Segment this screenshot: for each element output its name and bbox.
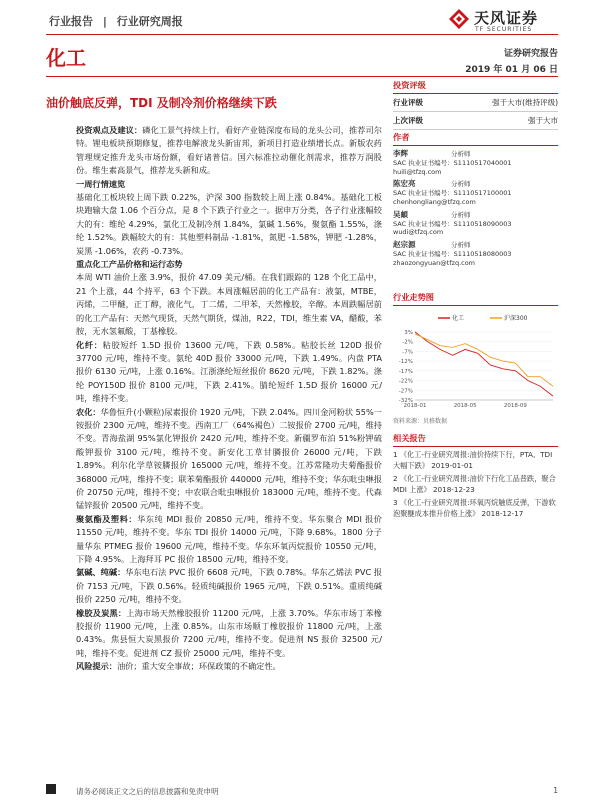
report-title: 油价触底反弹，TDI 及制冷剂价格继续下跌 [46, 96, 277, 110]
x-tick-label: 2018-09 [503, 403, 527, 409]
y-tick-label: -17% [398, 368, 413, 375]
author-role: 分析师 [451, 210, 471, 219]
author-entry [393, 241, 558, 267]
author-entry [393, 180, 558, 206]
section-label: 橡胶及炭黑： [76, 607, 127, 618]
author-panel [393, 132, 558, 268]
author-email[interactable]: wudi@tfzq.com [393, 228, 444, 237]
title-divider [46, 76, 558, 77]
legend-label: 沪深300 [504, 315, 528, 322]
paragraph [76, 124, 382, 178]
author-cert: SAC 执业证书编号：S1110517100001 [393, 189, 512, 198]
y-tick-label: 3% [404, 329, 413, 336]
report-body [76, 124, 382, 674]
y-tick-label: -22% [398, 378, 413, 385]
section-label: 聚氨酯及塑料： [76, 513, 138, 524]
rating-panel [393, 80, 558, 130]
trend-panel [393, 292, 558, 425]
logo-name-cn: 天风证券 [474, 9, 539, 27]
legend-label: 化工 [452, 315, 465, 322]
author-email[interactable]: chenhongliang@tfzq.com [393, 197, 476, 206]
author-entry [393, 211, 558, 237]
industry-category: 化工 [46, 46, 86, 70]
section-heading: 重点化工产品价格和运行态势 [76, 259, 183, 270]
paragraph: 本周 WTI 油价上涨 3.9%，报价 47.09 美元/桶。在我们跟踪的 128 个化工品中，21 个上涨，44 个持平，63 个下跌。本周涨幅居前的化工产品有：液氯，MTBE，丙烯，二甲醚，正丁醇，液化气，丁二烯，二甲苯，天然橡胶，辛醇。本周跌幅居前的化工产品有：天然气现货，天然气期货，煤油，R22，TDI，维生素 VA，醋酸，苯胺，无水氢氟酸，丁基橡胶。 [76, 272, 382, 337]
author-cert: SAC 执业证书编号：S1110518090003 [393, 219, 512, 228]
paragraph [76, 339, 382, 406]
trend-title: 行业走势图 [393, 292, 558, 306]
trend-chart [393, 310, 558, 414]
header-tag-weekly: 行业研究周报 [116, 15, 183, 28]
section-label: 农化： [76, 406, 101, 417]
related-report-link[interactable]: 2 《化工-行业研究周报:油价下行化工品普跌，聚合 MDI 上涨》 2018-12-23 [393, 474, 556, 494]
author-cert: SAC 执业证书编号：S1110517040001 [393, 158, 512, 167]
y-tick-label: -7% [402, 349, 413, 356]
x-tick-label: 2018-01 [403, 403, 427, 409]
previous-rating-row [393, 112, 558, 130]
related-panel [393, 433, 558, 519]
x-tick-label: 2018-05 [453, 403, 477, 409]
author-name: 陈宏亮 [393, 179, 416, 189]
paragraph-text: 上海市场天然橡胶报价 11200 元/吨，上涨 3.70%。华东市场丁苯橡胶报价 11900 元/吨，上涨 0.85%。山东市场顺丁橡胶报价 11800 元/吨，上涨 0.43%。焦县恒大炭黑报价 7200 元/吨，维持不变。促进剂 NS 报价 32500 元/吨，维持不变。促进剂 CZ 报价 25000 元/吨，维持不变。 [76, 607, 382, 658]
author-role: 分析师 [451, 150, 471, 158]
paragraph [76, 406, 382, 513]
related-list [393, 449, 558, 519]
related-report-link[interactable]: 1 《化工-行业研究周报:油价持续下行，PTA、TDI 大幅下跌》 2019-01-01 [393, 450, 553, 470]
report-header [46, 13, 186, 29]
y-tick-label: -27% [398, 388, 413, 395]
y-tick-label: -12% [398, 359, 413, 366]
disclaimer-footer: 请务必阅读正文之后的信息披露和免责申明 [76, 787, 219, 796]
paragraph-text: 华东电石法 PVC 报价 6608 元/吨，下跌 0.78%。华东乙烯法 PVC 报价 7153 元/吨，下跌 0.56%。轻质纯碱报价 1965 元/吨，下跌 0.51%。重质纯碱报价 2250 元/吨，维持不变。 [76, 567, 382, 605]
paragraph-text: 华鲁恒升(小颗粒)尿素报价 1920 元/吨，下跌 2.04%。四川金河粉状 55%一铵报价 2300 元/吨，维持不变。西南工厂（64%褐色）二铵报价 2700 元/吨，维持不变。青海盐湖 95%氯化钾报价 2420 元/吨，维持不变。新疆罗布泊 51%粉钾硫酸钾报价 3100 元/吨，维持不变。新安化工草甘膦报价 26000 元/吨，下跌 1.89%。利尔化学草铵膦报价 165000 元/吨，维持不变。江苏常隆功夫菊酯报价 368000 元/吨，维持不变；联苯菊酯报价 440000 元/吨，维持不变；华东吡虫啉报价 20750 元/吨，维持不变；中农联合吡虫啉报价 183000 元/吨，维持不变。代森锰锌报价 20500 元/吨，维持不变。 [76, 406, 382, 511]
author-cert: SAC 执业证书编号：S1110518080003 [393, 249, 512, 258]
qr-code-icon [46, 784, 56, 794]
author-entry [393, 150, 558, 176]
rating-value: 强于大市(维持评级) [492, 98, 558, 107]
section-heading: 一周行情速览 [76, 178, 126, 189]
author-role: 分析师 [451, 241, 471, 250]
author-email[interactable]: huili@tfzq.com [393, 167, 442, 176]
page-number: 1 [553, 786, 558, 795]
y-tick-label: -2% [402, 339, 413, 346]
paragraph-text: 粘胶短纤 1.5D 报价 13600 元/吨，下跌 0.58%。粘胶长丝 120D 报价 37700 元/吨，维持不变。氨纶 40D 报价 33000 元/吨，下跌 1.49%。内盘 PTA 报价 6130 元/吨，上涨 0.16%。江浙涤纶短丝报价 8620 元/吨，下跌 1.82%。涤纶 POY150D 报价 8100 元/吨，下跌 2.41%。腈纶短纤 1.5D 报价 16000 元/吨，维持不变。 [76, 339, 382, 404]
author-email[interactable]: zhaozongyuan@tfzq.com [393, 258, 476, 267]
author-name: 李辉 [393, 149, 408, 158]
paragraph [76, 566, 382, 606]
report-date: 2019 年 01 月 06 日 [465, 65, 558, 75]
report-type: 证券研究报告 [503, 49, 558, 59]
paragraph [76, 660, 382, 673]
header-tag-industry: 行业报告 [49, 15, 93, 28]
rating-title: 投资评级 [393, 80, 558, 94]
paragraph: 基础化工板块较上周下跌 0.22%，沪深 300 指数较上周上涨 0.84%。基础化工板块跑输大盘 1.06 个百分点，是 8 个下跌子行业之一。据申万分类，各子行业涨幅较大的有：维纶 4.29%，氯化工及制冷剂 1.84%，氯碱 1.56%，聚氨酯 1.55%，涤纶 1.52%。跌幅较大的有：其他塑料制品 -1.81%，氮肥 -1.58%，钾肥 -1.28%，炭黑 -1.06%，农药 -0.73%。 [76, 192, 382, 256]
section-label: 化纤： [76, 339, 103, 350]
chart-source: 资料来源：贝格数据 [393, 418, 448, 425]
section-label: 投资观点及建议： [76, 125, 143, 135]
related-title: 相关报告 [393, 433, 558, 447]
rating-label: 行业评级 [393, 98, 423, 107]
y-tick-label: -32% [398, 398, 413, 404]
previous-rating-label: 上次评级 [393, 116, 423, 125]
paragraph-text: 磷化工景气持续上行，看好产业链深度布局的龙头公司，推荐司尔特。锂电板块预期修复，推荐电解液龙头新宙邦，新项目打造业绩增长点。新版农药管理规定推升龙头市场份额，看好诸普信。国六标准拉动催化剂需求，推荐万润股份。维生素高景气，推荐龙头新和成。 [76, 125, 382, 176]
logo-name-en: TF SECURITIES [475, 26, 533, 33]
author-name: 吴頔 [393, 209, 408, 219]
paragraph [76, 513, 382, 567]
paragraph-text: 油价；重大安全事故；环保政策的不确定性。 [116, 661, 281, 672]
header-divider [46, 34, 558, 35]
author-title: 作者 [393, 132, 558, 146]
author-role: 分析师 [451, 180, 471, 189]
company-logo [448, 6, 558, 36]
logo-icon [448, 8, 470, 30]
paragraph [76, 607, 382, 661]
related-report-link[interactable]: 3 《化工-行业研究周报:环氧丙烷触底反弹，下游软泡聚醚成本推升价格上涨》 2018-12-17 [393, 498, 556, 518]
previous-rating-value: 强于大市 [528, 116, 558, 125]
header-separator: | [102, 15, 107, 28]
author-name: 赵宗源 [393, 240, 416, 250]
rating-row [393, 94, 558, 112]
paragraph-text: 华东纯 MDI 报价 20850 元/吨，维持不变。华东聚合 MDI 报价 11550 元/吨，维持不变。华东 TDI 报价 14000 元/吨，下降 9.68%。1800 分子量华东 PTMEG 报价 19600 元/吨，维持不变。华东环氧丙烷报价 10550 元/吨，下降 4.95%。上海拜耳 PC 报价 18500 元/吨，维持不变。 [76, 513, 382, 564]
section-label: 氯碱、纯碱： [76, 567, 126, 578]
section-label: 风险提示： [76, 661, 117, 672]
